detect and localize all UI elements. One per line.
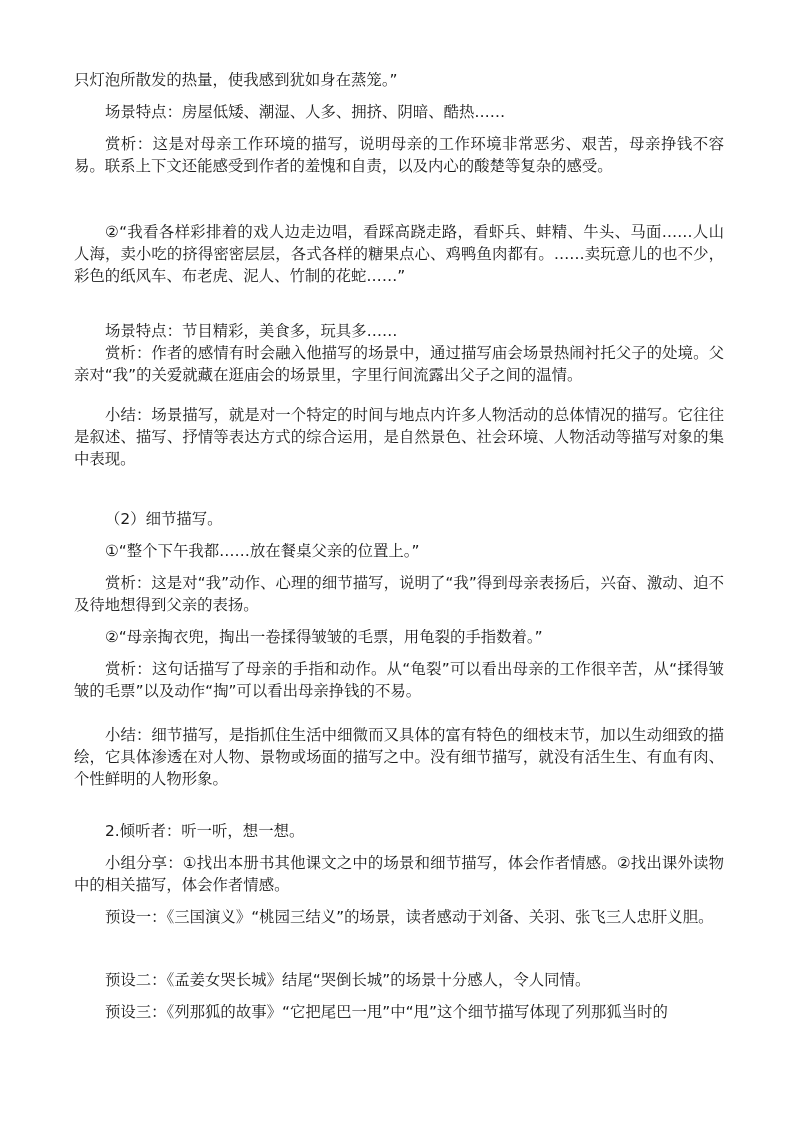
preset-2: 预设二：《孟姜女哭长城》结尾“哭倒长城”的场景十分感人，令人同情。 xyxy=(105,971,591,989)
analysis-detail-2: 赏析：这句话描写了母亲的手指和动作。从“龟裂”可以看出母亲的工作很辛苦，从“揉得皱皱的毛票”以及动作“掏”可以看出母亲挣钱的不易。 xyxy=(74,660,724,700)
scene-feature-2: 场景特点：节目精彩，美食多，玩具多…… xyxy=(105,322,398,340)
quote-detail-2: ②“母亲掏衣兜，掏出一卷揉得皱皱的毛票，用龟裂的手指数着。” xyxy=(105,628,543,646)
quote-2: ②“我看各样彩排着的戏人边走边唱，看踩高跷走路，看虾兵、蚌精、牛头、马面……人山人海，卖小吃的挤得密密层层，各式各样的糖果点心、鸡鸭鱼肉都有。……卖玩意儿的也不少，彩色的纸风车、布老虎、泥人、竹制的花蛇……” xyxy=(74,223,724,285)
section-heading-listener: 2.倾听者：听一听，想一想。 xyxy=(105,822,305,840)
scene-feature-1: 场景特点：房屋低矮、潮湿、人多、拥挤、阴暗、酷热…… xyxy=(105,103,506,121)
section-heading-detail: （2）细节描写。 xyxy=(105,510,223,528)
summary-detail: 小结：细节描写，是指抓住生活中细微而又具体的富有特色的细枝末节，加以生动细致的描绘，它具体渗透在对人物、景物或场面的描写之中。没有细节描写，就没有活生生、有血有肉、个性鲜明的人物形象。 xyxy=(74,726,724,788)
analysis-detail-1: 赏析：这是对“我”动作、心理的细节描写，说明了“我”得到母亲表扬后，兴奋、激动、迫不及待地想得到父亲的表扬。 xyxy=(74,574,724,614)
preset-1: 预设一：《三国演义》“桃园三结义”的场景，读者感动于刘备、关羽、张飞三人忠肝义胆。 xyxy=(105,908,714,926)
paragraph-continuation: 只灯泡所散发的热量，使我感到犹如身在蒸笼。” xyxy=(74,71,398,89)
quote-detail-1: ①“整个下午我都……放在餐桌父亲的位置上。” xyxy=(105,542,420,560)
preset-3: 预设三：《列那狐的故事》“它把尾巴一甩”中“甩”这个细节描写体现了列那狐当时的 xyxy=(105,1003,668,1021)
analysis-2: 赏析：作者的感情有时会融入他描写的场景中，通过描写庙会场景热闹衬托父子的处境。父亲对“我”的关爱就藏在逛庙会的场景里，字里行间流露出父子之间的温情。 xyxy=(74,344,724,384)
summary-scene: 小结：场景描写，就是对一个特定的时间与地点内许多人物活动的总体情况的描写。它往往是叙述、描写、抒情等表达方式的综合运用，是自然景色、社会环境、人物活动等描写对象的集中表现。 xyxy=(74,406,724,468)
analysis-1: 赏析：这是对母亲工作环境的描写，说明母亲的工作环境非常恶劣、艰苦，母亲挣钱不容易。联系上下文还能感受到作者的羞愧和自责，以及内心的酸楚等复杂的感受。 xyxy=(74,135,724,175)
group-share: 小组分享：①找出本册书其他课文之中的场景和细节描写，体会作者情感。②找出课外读物中的相关描写，体会作者情感。 xyxy=(74,854,724,894)
